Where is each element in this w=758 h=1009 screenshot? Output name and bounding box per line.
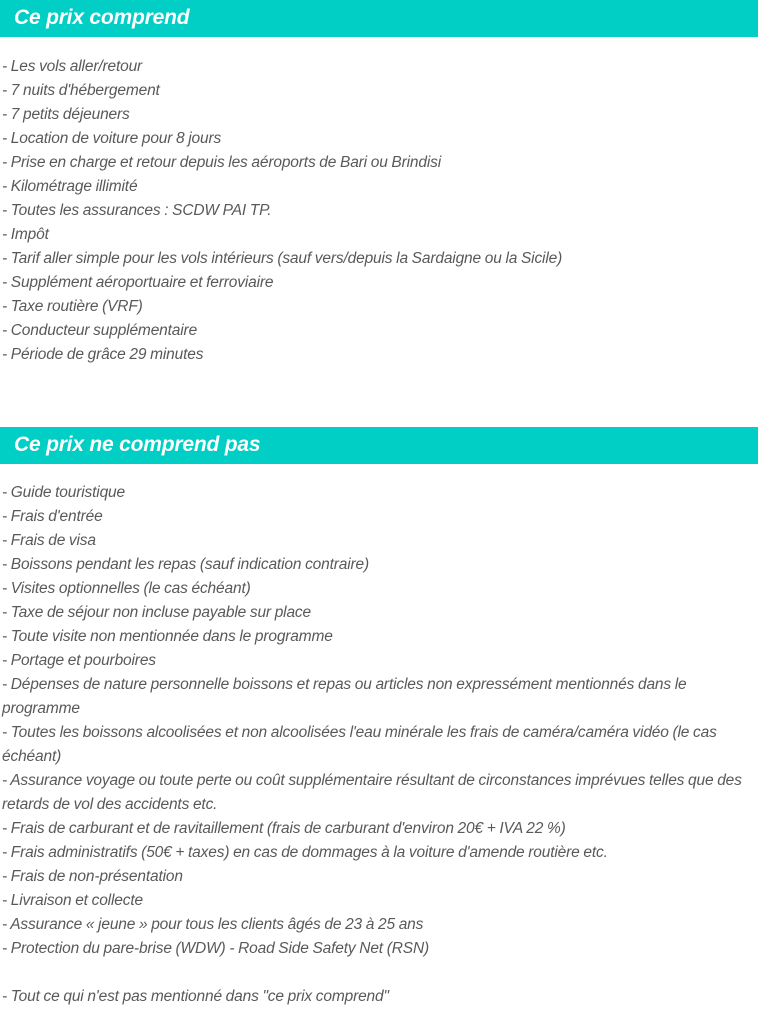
list-item: - Frais de visa [2,532,96,549]
list-item: - Impôt [2,226,49,243]
list-item: - Assurance « jeune » pour tous les clients âgés de 23 à 25 ans [2,916,424,933]
list-gap [2,961,758,985]
list-item: - Période de grâce 29 minutes [2,346,204,363]
section-includes-list [0,37,758,367]
list-item: - Tout ce qui n'est pas mentionné dans "ce prix comprend" [2,988,389,1005]
list-item: - 7 nuits d'hébergement [2,82,160,99]
list-item: - Boissons pendant les repas (sauf indication contraire) [2,556,370,573]
list-item: - Frais administratifs (50€ + taxes) en cas de dommages à la voiture d'amende routière etc. [2,844,608,861]
list-item: - Dépenses de nature personnelle boissons et repas ou articles non expressément mentionnés dans le programme [2,676,687,717]
list-item: - Protection du pare-brise (WDW) - Road Side Safety Net (RSN) [2,940,430,957]
list-item: - Conducteur supplémentaire [2,322,198,339]
list-item: - Frais de carburant et de ravitaillement (frais de carburant d'environ 20€ + IVA 22 %) [2,820,566,837]
list-item: - Kilométrage illimité [2,178,138,195]
list-item: - Frais d'entrée [2,508,103,525]
section-excludes-list [0,464,758,1009]
list-item: - Tarif aller simple pour les vols intérieurs (sauf vers/depuis la Sardaigne ou la Sicile) [2,250,563,267]
list-item: - Location de voiture pour 8 jours [2,130,222,147]
section-divider-space [0,367,758,427]
list-item: - Les vols aller/retour [2,58,143,75]
list-item: - Guide touristique [2,484,125,501]
section-includes-title: Ce prix comprend [0,0,758,37]
list-item: - Portage et pourboires [2,652,156,669]
section-excludes-title: Ce prix ne comprend pas [0,427,758,464]
list-item: - Taxe de séjour non incluse payable sur place [2,604,311,621]
list-item: - Supplément aéroportuaire et ferroviaire [2,274,274,291]
list-item: - Assurance voyage ou toute perte ou coût supplémentaire résultant de circonstances imprévues telles que des retards de vol des accidents etc. [2,772,742,813]
list-item: - Toutes les boissons alcoolisées et non alcoolisées l'eau minérale les frais de caméra/caméra vidéo (le cas échéant) [2,724,717,765]
section-price-includes [0,0,758,367]
section-price-excludes [0,427,758,1009]
list-item: - Visites optionnelles (le cas échéant) [2,580,251,597]
list-item: - Frais de non-présentation [2,868,183,885]
list-item: - Toutes les assurances : SCDW PAI TP. [2,202,272,219]
list-item: - Livraison et collecte [2,892,143,909]
list-item: - Taxe routière (VRF) [2,298,143,315]
list-item: - 7 petits déjeuners [2,106,130,123]
list-item: - Toute visite non mentionnée dans le programme [2,628,333,645]
list-item: - Prise en charge et retour depuis les aéroports de Bari ou Brindisi [2,154,442,171]
